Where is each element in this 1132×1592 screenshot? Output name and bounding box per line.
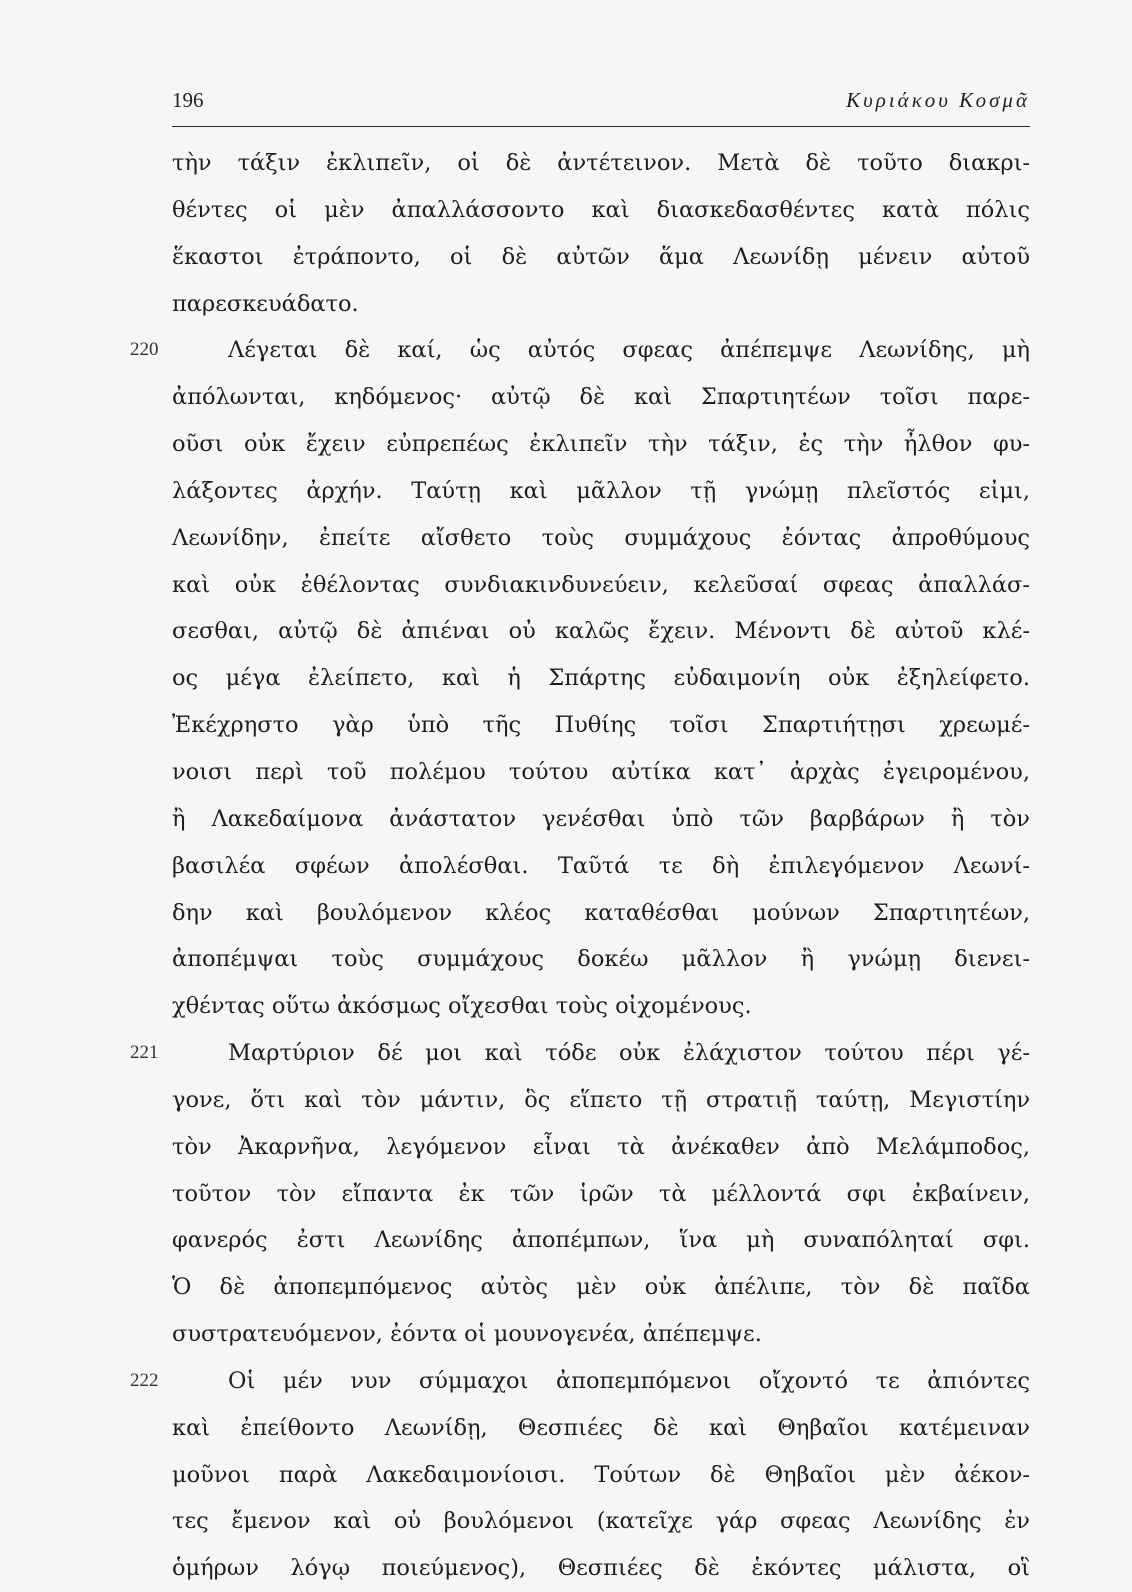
text-line: ος μέγα ἐλείπετο, καὶ ἡ Σπάρτης εὐδαιμονίη οὐκ ἐξηλείφετο.	[172, 665, 1030, 692]
text-line: θέντες οἱ μὲν ἀπαλλάσσοντο καὶ διασκεδασθέντες κατὰ πόλις	[172, 196, 1030, 223]
page-header	[172, 84, 1030, 127]
text-line: σεσθαι, αὐτῷ δὲ ἀπιέναι οὐ καλῶς ἔχειν. Μένοντι δὲ αὐτοῦ κλέ-	[172, 618, 1030, 645]
text-line: Οἱ μέν νυν σύμμαχοι ἀποπεμπόμενοι οἴχοντό τε ἀπιόντες	[228, 1367, 1030, 1394]
text-line: οῦσι οὐκ ἔχειν εὐπρεπέως ἐκλιπεῖν τὴν τάξιν, ἐς τὴν ἦλθον φυ-	[172, 431, 1030, 458]
text-line: Ἐκέχρηστο γὰρ ὑπὸ τῆς Πυθίης τοῖσι Σπαρτιήτῃσι χρεωμέ-	[172, 712, 1030, 739]
body-text	[130, 140, 1030, 1592]
text-line: Λέγεται δὲ καί, ὡς αὐτός σφεας ἀπέπεμψε Λεωνίδης, μὴ	[228, 337, 1030, 364]
text-line: τες ἔμενον καὶ οὐ βουλόμενοι (κατεῖχε γάρ σφεας Λεωνίδης ἐν	[172, 1508, 1030, 1535]
page-number: 196	[172, 88, 204, 112]
text-line: συστρατευόμενον, ἐόντα οἱ μουνογενέα, ἀπέπεμψε.	[172, 1321, 762, 1348]
text-line: γονε, ὅτι καὶ τὸν μάντιν, ὃς εἵπετο τῇ στρατιῇ ταύτῃ, Μεγιστίην	[172, 1086, 1030, 1113]
text-line: Ὁ δὲ ἀποπεμπόμενος αὐτὸς μὲν οὐκ ἀπέλιπε, τὸν δὲ παῖδα	[172, 1274, 1030, 1301]
text-line: ἀπόλωνται, κηδόμενος· αὐτῷ δὲ καὶ Σπαρτιητέων τοῖσι παρε-	[172, 384, 1030, 411]
section-number-222: 222	[130, 1369, 159, 1391]
text-line: ἀποπέμψαι τοὺς συμμάχους δοκέω μᾶλλον ἢ γνώμῃ διενει-	[172, 946, 1030, 973]
text-line: καὶ ἐπείθοντο Λεωνίδῃ, Θεσπιέες δὲ καὶ Θηβαῖοι κατέμειναν	[172, 1414, 1030, 1441]
section-number-220: 220	[130, 339, 159, 361]
text-line: παρεσκευάδατο.	[172, 290, 359, 317]
text-line: μοῦνοι παρὰ Λακεδαιμονίοισι. Τούτων δὲ Θηβαῖοι μὲν ἀέκον-	[172, 1461, 1030, 1488]
text-line: δην καὶ βουλόμενον κλέος καταθέσθαι μούνων Σπαρτιητέων,	[172, 899, 1030, 926]
section-number-221: 221	[130, 1042, 159, 1064]
text-line: τὴν τάξιν ἐκλιπεῖν, οἱ δὲ ἀντέτεινον. Μετὰ δὲ τοῦτο διακρι-	[172, 150, 1030, 176]
text-line: ἕκαστοι ἐτράποντο, οἱ δὲ αὐτῶν ἅμα Λεωνίδῃ μένειν αὐτοῦ	[172, 243, 1030, 270]
text-line: χθέντας οὕτω ἀκόσμως οἴχεσθαι τοὺς οἰχομένους.	[172, 993, 752, 1020]
running-head: Κυριάκου Κοσμᾶ	[846, 88, 1030, 112]
text-line: νοισι περὶ τοῦ πολέμου τούτου αὐτίκα κατ᾽ ἀρχὰς ἐγειρομένου,	[172, 758, 1030, 785]
text-line: φανερός ἐστι Λεωνίδης ἀποπέμπων, ἵνα μὴ συναπόληταί σφι.	[172, 1227, 1030, 1254]
text-line: ὁμήρων λόγῳ ποιεύμενος), Θεσπιέες δὲ ἑκόντες μάλιστα, οἳ	[172, 1555, 1030, 1582]
text-line: λάξοντες ἀρχήν. Ταύτῃ καὶ μᾶλλον τῇ γνώμῃ πλεῖστός εἰμι,	[172, 477, 1030, 504]
text-line: Λεωνίδην, ἐπείτε αἴσθετο τοὺς συμμάχους ἐόντας ἀπροθύμους	[172, 524, 1030, 551]
text-line: καὶ οὐκ ἐθέλοντας συνδιακινδυνεύειν, κελεῦσαί σφεας ἀπαλλάσ-	[172, 571, 1030, 598]
text-line: τοῦτον τὸν εἴπαντα ἐκ τῶν ἱρῶν τὰ μέλλοντά σφι ἐκβαίνειν,	[172, 1180, 1030, 1207]
text-line: ἢ Λακεδαίμονα ἀνάστατον γενέσθαι ὑπὸ τῶν βαρβάρων ἢ τὸν	[172, 805, 1030, 832]
text-line: βασιλέα σφέων ἀπολέσθαι. Ταῦτά τε δὴ ἐπιλεγόμενον Λεωνί-	[172, 852, 1030, 879]
paragraph-220-first-line	[130, 327, 1030, 374]
text-line: τὸν Ἀκαρνῆνα, λεγόμενον εἶναι τὰ ἀνέκαθεν ἀπὸ Μελάμποδος,	[172, 1133, 1030, 1160]
paragraph-222-first-line	[130, 1358, 1030, 1405]
paragraph-221-first-line	[130, 1030, 1030, 1077]
text-line: Μαρτύριον δέ μοι καὶ τόδε οὐκ ἐλάχιστον τούτου πέρι γέ-	[228, 1040, 1030, 1067]
